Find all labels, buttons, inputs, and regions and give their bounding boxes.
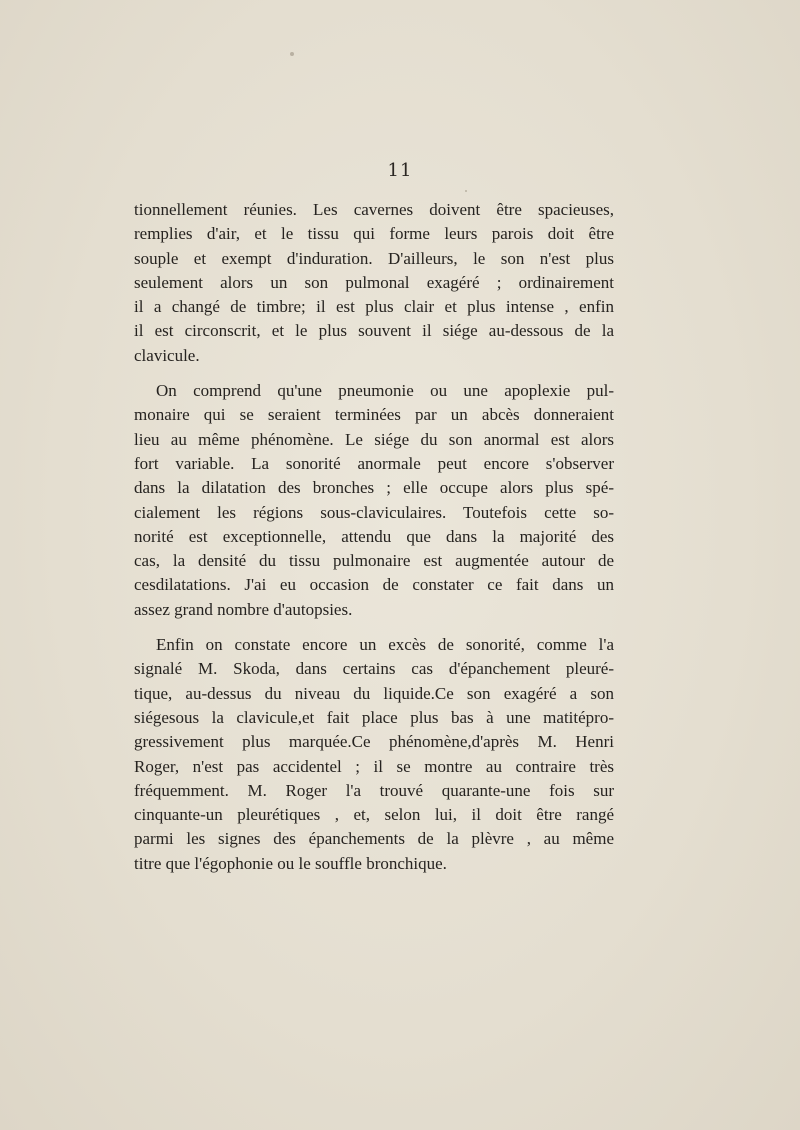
text-line: parmi les signes des épanchements de la plèvre , au même: [134, 829, 614, 849]
paper-speck: [290, 52, 294, 56]
page-number: 11: [387, 160, 413, 181]
text-line: il a changé de timbre; il est plus clair et plus intense , enfin: [134, 297, 614, 317]
paragraph-1: [134, 198, 614, 368]
text-line: fréquemment. M. Roger l'a trouvé quarante-une fois sur: [134, 780, 614, 800]
text-line: tionnellement réunies. Les cavernes doivent être spacieuses,: [134, 200, 614, 219]
text-line: norité est exceptionnelle, attendu que dans la majorité des: [134, 526, 614, 546]
text-line: cialement les régions sous-claviculaires. Toutefois cette so-: [134, 502, 614, 522]
text-line: assez grand nombre d'autopsies.: [134, 599, 353, 619]
text-line: cinquante-un pleurétiques , et, selon lui, il doit être rangé: [134, 805, 614, 825]
text-line: gressivement plus marquée.Ce phénomène,d'après M. Henri: [134, 732, 614, 752]
paper-speck: [465, 190, 467, 192]
text-line: fort variable. La sonorité anormale peut encore s'observer: [134, 453, 614, 473]
text-line: lieu au même phénomène. Le siége du son anormal est alors: [134, 429, 614, 449]
text-line: souple et exempt d'induration. D'ailleurs, le son n'est plus: [134, 248, 614, 268]
paragraph-3: [134, 633, 614, 876]
text-line: cesdilatations. J'ai eu occasion de constater ce fait dans un: [134, 575, 614, 595]
text-line: signalé M. Skoda, dans certains cas d'épanchement pleuré-: [134, 659, 614, 679]
text-line: il est circonscrit, et le plus souvent il siége au-dessous de la: [134, 321, 614, 341]
text-line: remplies d'air, et le tissu qui forme leurs parois doit être: [134, 224, 614, 244]
paragraph-2: [134, 379, 614, 622]
text-line: clavicule.: [134, 345, 200, 365]
text-line: dans la dilatation des bronches ; elle occupe alors plus spé-: [134, 478, 614, 498]
text-line: siégesous la clavicule,et fait place plus bas à une matitépro-: [134, 707, 614, 727]
text-line: Enfin on constate encore un excès de sonorité, comme l'a: [156, 635, 614, 655]
text-line: monaire qui se seraient terminées par un abcès donneraient: [134, 405, 614, 425]
body-text: [134, 198, 614, 887]
text-line: cas, la densité du tissu pulmonaire est augmentée autour de: [134, 551, 614, 571]
text-line: seulement alors un son pulmonal exagéré ; ordinairement: [134, 272, 614, 292]
text-line: On comprend qu'une pneumonie ou une apoplexie pul-: [156, 381, 614, 401]
text-line: Roger, n'est pas accidentel ; il se montre au contraire très: [134, 756, 614, 776]
text-line: tique, au-dessus du niveau du liquide.Ce son exagéré a son: [134, 683, 614, 703]
text-line: titre que l'égophonie ou le souffle bronchique.: [134, 853, 447, 873]
